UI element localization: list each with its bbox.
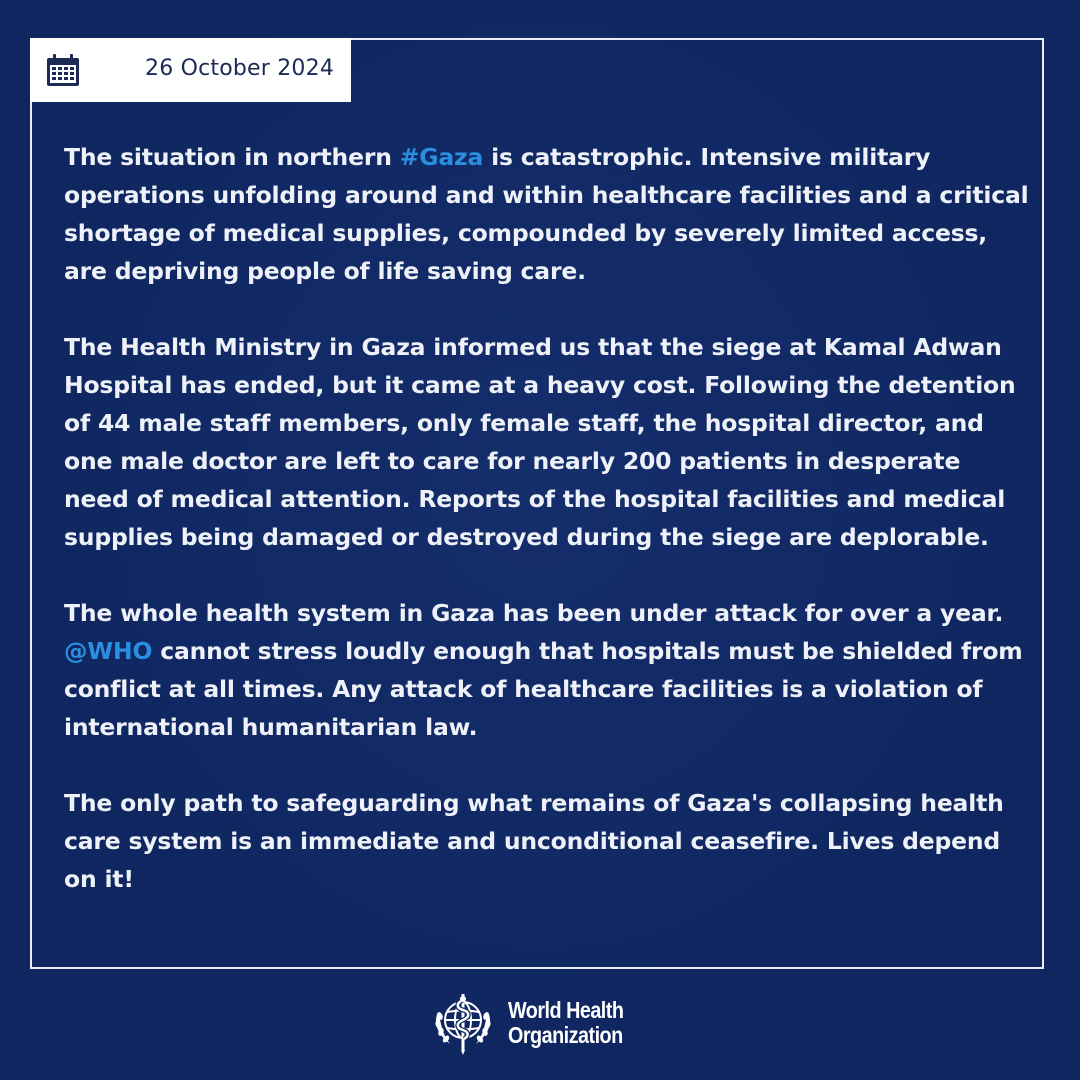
- who-logo: [430, 990, 660, 1058]
- highlighted-mention[interactable]: @WHO: [64, 637, 153, 665]
- statement-text: is catastrophic. Intensive military operations unfolding around and within healthcare facilities and a critical shortage of medical supplies, compounded by severely limited access, are depriving people of life saving care.: [64, 143, 1029, 285]
- who-wordmark-line2: Organization: [508, 1022, 623, 1048]
- statement-paragraph: [64, 784, 1029, 898]
- statement-text: The only path to safeguarding what remains of Gaza's collapsing health care system is an immediate and unconditional ceasefire. Lives depend on it!: [64, 789, 1004, 893]
- who-emblem-icon: [430, 990, 496, 1056]
- date-header: [30, 38, 351, 102]
- post-date: 26 October 2024: [145, 56, 335, 81]
- statement-body: [64, 138, 1029, 898]
- highlighted-mention[interactable]: #Gaza: [399, 143, 484, 171]
- statement-paragraph: [64, 594, 1029, 746]
- statement-text: The whole health system in Gaza has been under attack for over a year.: [64, 599, 1004, 627]
- statement-text: The situation in northern: [64, 143, 400, 171]
- calendar-icon: [46, 53, 80, 87]
- who-wordmark-line1: World Health: [508, 997, 624, 1023]
- statement-text: cannot stress loudly enough that hospitals must be shielded from conflict at all times. Any attack of healthcare facilities is a violation of international humanitarian law.: [64, 637, 1023, 741]
- statement-paragraph: [64, 328, 1029, 556]
- who-wordmark: [508, 998, 623, 1048]
- statement-paragraph: [64, 138, 1029, 290]
- statement-text: The Health Ministry in Gaza informed us that the siege at Kamal Adwan Hospital has ended, but it came at a heavy cost. Following the detention of 44 male staff members, only female staff, the hospital director, and one male doctor are left to care for nearly 200 patients in desperate need of medical attention. Reports of the hospital facilities and medical supplies being damaged or destroyed during the siege are deplorable.: [64, 333, 1016, 551]
